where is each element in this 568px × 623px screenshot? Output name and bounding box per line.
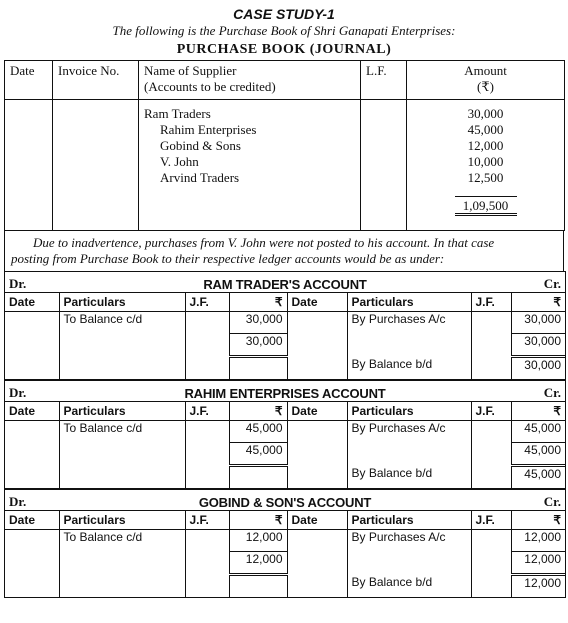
col-particulars: Particulars [347, 293, 471, 312]
supplier-amount: 12,000 [467, 138, 504, 153]
purchase-book-table [4, 60, 565, 231]
debit-total: 12,000 [229, 552, 287, 575]
col-date: Date [5, 402, 59, 421]
col-date: Date [287, 402, 347, 421]
col-date: Date [287, 511, 347, 530]
col-amount-line1: Amount [464, 63, 507, 78]
account-title: GOBIND & SON'S ACCOUNT [198, 495, 372, 510]
credit-particular: By Purchases A/c [347, 312, 471, 334]
ledger-account-gobind-sons [4, 489, 566, 598]
journal-amount-cell [407, 100, 565, 231]
ledger-total-row [5, 334, 565, 357]
balance-amount: 30,000 [511, 357, 565, 380]
ledger-balance-row [5, 357, 565, 380]
cr-label: Cr. [543, 385, 561, 400]
ledger-header-row [5, 402, 565, 421]
dr-label: Dr. [9, 385, 27, 400]
dr-label: Dr. [9, 494, 27, 509]
note-line-1: Due to inadvertence, purchases from V. John were not posted to his account. In that case [33, 235, 495, 250]
col-jf: J.F. [471, 402, 511, 421]
journal-date-cell [5, 100, 53, 231]
supplier-name: Gobind & Sons [160, 138, 241, 153]
account-title: RAHIM ENTERPRISES ACCOUNT [184, 386, 386, 401]
ledger-total-row [5, 552, 565, 575]
supplier-amount: 45,000 [467, 122, 504, 137]
col-jf: J.F. [185, 402, 229, 421]
col-amount-line2: (₹) [477, 79, 494, 94]
journal-body-row [5, 100, 565, 231]
col-date: Date [5, 61, 53, 100]
ledger-balance-row [5, 466, 565, 489]
debit-total: 45,000 [229, 443, 287, 466]
balance-particular: By Balance b/d [347, 575, 471, 598]
balance-particular: By Balance b/d [347, 357, 471, 380]
ledger-header-row [5, 511, 565, 530]
col-supplier [139, 61, 361, 100]
ledger-table [5, 510, 565, 598]
balance-particular: By Balance b/d [347, 466, 471, 489]
col-jf: J.F. [471, 511, 511, 530]
journal-header-row [5, 61, 565, 100]
debit-amount: 12,000 [229, 530, 287, 552]
document-page [4, 6, 564, 598]
col-jf: J.F. [185, 293, 229, 312]
supplier-name: Arvind Traders [160, 170, 240, 185]
credit-total: 45,000 [511, 443, 565, 466]
credit-total: 30,000 [511, 334, 565, 357]
ledger-account-ram-traders [4, 271, 566, 380]
col-supplier-line1: Name of Supplier [144, 63, 237, 78]
case-study-title: CASE STUDY-1 [233, 6, 335, 22]
col-jf: J.F. [185, 511, 229, 530]
journal-lf-cell [361, 100, 407, 231]
case-study-subtitle: The following is the Purchase Book of Shri Ganapati Enterprises: [112, 23, 456, 38]
debit-particular: To Balance c/d [59, 312, 185, 334]
debit-particular: To Balance c/d [59, 530, 185, 552]
supplier-amount: 12,500 [467, 170, 504, 185]
supplier-name: Ram Traders [144, 106, 211, 121]
col-rupee: ₹ [511, 293, 565, 312]
col-particulars: Particulars [347, 402, 471, 421]
cr-label: Cr. [543, 276, 561, 291]
ledger-row [5, 312, 565, 334]
balance-amount: 45,000 [511, 466, 565, 489]
credit-amount: 45,000 [524, 421, 561, 435]
col-invoice: Invoice No. [53, 61, 139, 100]
col-particulars: Particulars [347, 511, 471, 530]
credit-amount: 30,000 [524, 312, 561, 326]
debit-amount: 30,000 [229, 312, 287, 334]
credit-particular: By Purchases A/c [347, 530, 471, 552]
balance-amount: 12,000 [511, 575, 565, 598]
col-supplier-line2: (Accounts to be credited) [144, 79, 276, 94]
debit-total: 30,000 [229, 334, 287, 357]
supplier-name: V. John [160, 154, 199, 169]
account-title: RAM TRADER'S ACCOUNT [203, 277, 367, 292]
supplier-amount: 30,000 [467, 106, 504, 121]
supplier-name: Rahim Enterprises [160, 122, 257, 137]
journal-invoice-cell [53, 100, 139, 231]
ledger-row [5, 421, 565, 443]
col-rupee: ₹ [229, 402, 287, 421]
supplier-amount: 10,000 [467, 154, 504, 169]
debit-particular: To Balance c/d [59, 421, 185, 443]
credit-total: 12,000 [511, 552, 565, 575]
col-date: Date [5, 293, 59, 312]
col-lf: L.F. [361, 61, 407, 100]
ledger-balance-row [5, 575, 565, 598]
col-rupee: ₹ [511, 511, 565, 530]
col-date: Date [287, 293, 347, 312]
purchase-book-title: PURCHASE BOOK (JOURNAL) [176, 42, 392, 57]
col-particulars: Particulars [59, 511, 185, 530]
col-date: Date [5, 511, 59, 530]
ledger-account-rahim-enterprises [4, 380, 566, 489]
col-particulars: Particulars [59, 293, 185, 312]
cr-label: Cr. [543, 494, 561, 509]
credit-particular: By Purchases A/c [347, 421, 471, 443]
note-line-2: posting from Purchase Book to their respective ledger accounts would be as under: [11, 251, 445, 266]
col-amount [407, 61, 565, 100]
col-jf: J.F. [471, 293, 511, 312]
account-heading [5, 489, 565, 510]
account-heading [5, 380, 565, 401]
debit-amount: 45,000 [229, 421, 287, 443]
journal-total: 1,09,500 [455, 196, 517, 216]
dr-label: Dr. [9, 276, 27, 291]
ledger-total-row [5, 443, 565, 466]
ledger-table [5, 401, 565, 489]
col-rupee: ₹ [229, 293, 287, 312]
col-rupee: ₹ [229, 511, 287, 530]
ledger-row [5, 530, 565, 552]
account-heading [5, 271, 565, 292]
credit-amount: 12,000 [524, 530, 561, 544]
col-particulars: Particulars [59, 402, 185, 421]
inadvertence-note [4, 231, 564, 271]
ledger-header-row [5, 293, 565, 312]
journal-supplier-cell [139, 100, 361, 231]
col-rupee: ₹ [511, 402, 565, 421]
ledger-table [5, 292, 565, 380]
